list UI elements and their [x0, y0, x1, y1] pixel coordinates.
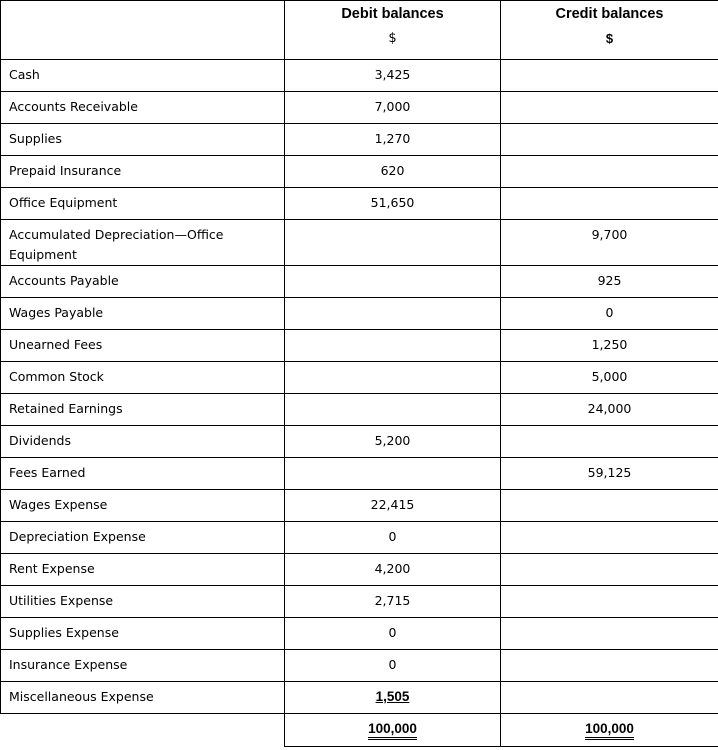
account-cell — [1, 650, 285, 682]
credit-cell — [501, 298, 718, 330]
debit-value: 0 — [388, 657, 397, 672]
account-cell — [1, 188, 285, 220]
table-row — [1, 490, 718, 522]
credit-amount: 59,125 — [587, 465, 632, 480]
table-row — [1, 92, 718, 124]
account-name: Accounts Receivable — [9, 99, 138, 114]
total-credit-cell — [501, 714, 718, 747]
account-name: Supplies — [9, 131, 62, 146]
debit-amount — [285, 188, 500, 212]
account-cell — [1, 426, 285, 458]
credit-amount: 5,000 — [591, 369, 628, 384]
table-row — [1, 60, 718, 92]
debit-value: 1,505 — [375, 689, 410, 704]
debit-cell — [285, 188, 501, 220]
table-row — [1, 426, 718, 458]
credit-cell — [501, 490, 718, 522]
table-row — [1, 618, 718, 650]
debit-value: 5,200 — [374, 433, 411, 448]
table-row — [1, 586, 718, 618]
account-name: Accounts Payable — [9, 273, 119, 288]
credit-amount — [501, 618, 718, 624]
credit-currency-symbol: $ — [605, 31, 614, 46]
debit-value: 620 — [380, 163, 405, 178]
debit-cell — [285, 266, 501, 298]
debit-value: 22,415 — [370, 497, 415, 512]
account-name: Office Equipment — [9, 195, 118, 210]
account-cell — [1, 394, 285, 426]
table-row — [1, 124, 718, 156]
debit-cell — [285, 394, 501, 426]
credit-cell — [501, 266, 718, 298]
account-name: Wages Expense — [9, 497, 108, 512]
table-row — [1, 330, 718, 362]
credit-cell — [501, 92, 718, 124]
debit-value: 2,715 — [374, 593, 411, 608]
debit-value: 51,650 — [370, 195, 415, 210]
debit-cell — [285, 554, 501, 586]
debit-amount — [285, 220, 500, 226]
debit-cell — [285, 650, 501, 682]
debit-value: 4,200 — [374, 561, 411, 576]
header-credit-cell — [501, 1, 718, 60]
credit-cell — [501, 220, 718, 266]
credit-amount — [501, 60, 718, 66]
header-debit-cell — [285, 1, 501, 60]
account-name: Depreciation Expense — [9, 529, 146, 544]
table-row — [1, 522, 718, 554]
account-cell — [1, 458, 285, 490]
debit-amount — [285, 650, 500, 674]
debit-amount — [285, 618, 500, 642]
account-name: Insurance Expense — [9, 657, 128, 672]
account-cell — [1, 60, 285, 92]
debit-value: 1,270 — [374, 131, 411, 146]
credit-amount — [501, 92, 718, 98]
account-cell — [1, 618, 285, 650]
account-cell — [1, 92, 285, 124]
debit-cell — [285, 586, 501, 618]
debit-amount — [285, 298, 500, 304]
account-cell — [1, 522, 285, 554]
debit-value: 0 — [388, 625, 397, 640]
credit-amount: 0 — [605, 305, 614, 320]
account-name: Accumulated Depreciation—Office Equipment — [9, 227, 224, 262]
debit-amount — [285, 426, 500, 450]
account-name: Miscellaneous Expense — [9, 689, 154, 704]
account-name: Utilities Expense — [9, 593, 114, 608]
credit-cell — [501, 554, 718, 586]
debit-amount — [285, 92, 500, 116]
debit-amount — [285, 586, 500, 610]
debit-cell — [285, 522, 501, 554]
total-debit-cell — [285, 714, 501, 747]
credit-amount — [501, 522, 718, 528]
debit-amount — [285, 458, 500, 464]
table-row — [1, 682, 718, 714]
credit-cell — [501, 394, 718, 426]
debit-cell — [285, 426, 501, 458]
debit-cell — [285, 330, 501, 362]
credit-balances-heading: Credit balances — [555, 6, 664, 22]
credit-cell — [501, 362, 718, 394]
account-name: Unearned Fees — [9, 337, 103, 352]
account-name: Retained Earnings — [9, 401, 123, 416]
account-name: Common Stock — [9, 369, 104, 384]
debit-amount — [285, 156, 500, 180]
account-name: Supplies Expense — [9, 625, 119, 640]
credit-cell — [501, 586, 718, 618]
credit-cell — [501, 426, 718, 458]
credit-cell — [501, 522, 718, 554]
credit-cell — [501, 156, 718, 188]
credit-cell — [501, 124, 718, 156]
account-cell — [1, 298, 285, 330]
account-cell — [1, 362, 285, 394]
table-row — [1, 156, 718, 188]
debit-cell — [285, 220, 501, 266]
debit-cell — [285, 682, 501, 714]
account-cell — [1, 156, 285, 188]
credit-amount: 9,700 — [591, 227, 628, 242]
debit-amount — [285, 124, 500, 148]
account-cell — [1, 124, 285, 156]
credit-amount: 925 — [597, 273, 622, 288]
credit-cell — [501, 330, 718, 362]
header-account-cell — [1, 1, 285, 60]
table-row — [1, 298, 718, 330]
debit-amount — [285, 522, 500, 546]
credit-cell — [501, 188, 718, 220]
account-cell — [1, 490, 285, 522]
debit-amount — [285, 554, 500, 578]
table-row — [1, 362, 718, 394]
credit-amount — [501, 554, 718, 560]
table-row — [1, 394, 718, 426]
account-name: Fees Earned — [9, 465, 86, 480]
debit-value: 3,425 — [374, 67, 411, 82]
account-name: Rent Expense — [9, 561, 95, 576]
debit-value: 7,000 — [374, 99, 411, 114]
account-name: Dividends — [9, 433, 71, 448]
credit-amount: 1,250 — [591, 337, 628, 352]
credit-cell — [501, 682, 718, 714]
totals-row — [1, 714, 718, 747]
debit-amount — [285, 330, 500, 336]
credit-cell — [501, 60, 718, 92]
credit-amount — [501, 586, 718, 592]
credit-amount — [501, 682, 718, 688]
debit-value: 0 — [388, 529, 397, 544]
total-credit-amount — [501, 714, 718, 738]
debit-amount — [285, 682, 500, 706]
total-credit-value: 100,000 — [585, 721, 634, 740]
credit-amount — [501, 124, 718, 130]
table-row — [1, 188, 718, 220]
debit-amount — [285, 490, 500, 514]
debit-amount — [285, 394, 500, 400]
credit-cell — [501, 458, 718, 490]
total-debit-amount — [285, 714, 500, 738]
account-cell — [1, 682, 285, 714]
table-row — [1, 554, 718, 586]
debit-cell — [285, 92, 501, 124]
table-row — [1, 458, 718, 490]
account-cell — [1, 586, 285, 618]
debit-amount — [285, 362, 500, 368]
debit-cell — [285, 124, 501, 156]
debit-cell — [285, 298, 501, 330]
credit-amount: 24,000 — [587, 401, 632, 416]
credit-cell — [501, 650, 718, 682]
total-debit-value: 100,000 — [368, 721, 417, 740]
debit-balances-heading: Debit balances — [341, 6, 444, 22]
table-row — [1, 220, 718, 266]
credit-amount — [501, 188, 718, 194]
table-row — [1, 650, 718, 682]
account-cell — [1, 554, 285, 586]
debit-cell — [285, 60, 501, 92]
credit-amount — [501, 426, 718, 432]
credit-amount — [501, 490, 718, 496]
credit-amount — [501, 650, 718, 656]
account-name: Prepaid Insurance — [9, 163, 122, 178]
account-cell — [1, 220, 285, 266]
account-name: Wages Payable — [9, 305, 104, 320]
table-row — [1, 266, 718, 298]
header-row — [1, 1, 718, 60]
debit-amount — [285, 60, 500, 84]
debit-cell — [285, 618, 501, 650]
debit-cell — [285, 490, 501, 522]
totals-label-cell — [1, 714, 285, 747]
debit-cell — [285, 362, 501, 394]
debit-cell — [285, 458, 501, 490]
debit-amount — [285, 266, 500, 272]
debit-cell — [285, 156, 501, 188]
credit-amount — [501, 156, 718, 162]
account-name: Cash — [9, 67, 40, 82]
credit-cell — [501, 618, 718, 650]
debit-currency-symbol: $ — [388, 31, 397, 46]
account-cell — [1, 266, 285, 298]
account-cell — [1, 330, 285, 362]
